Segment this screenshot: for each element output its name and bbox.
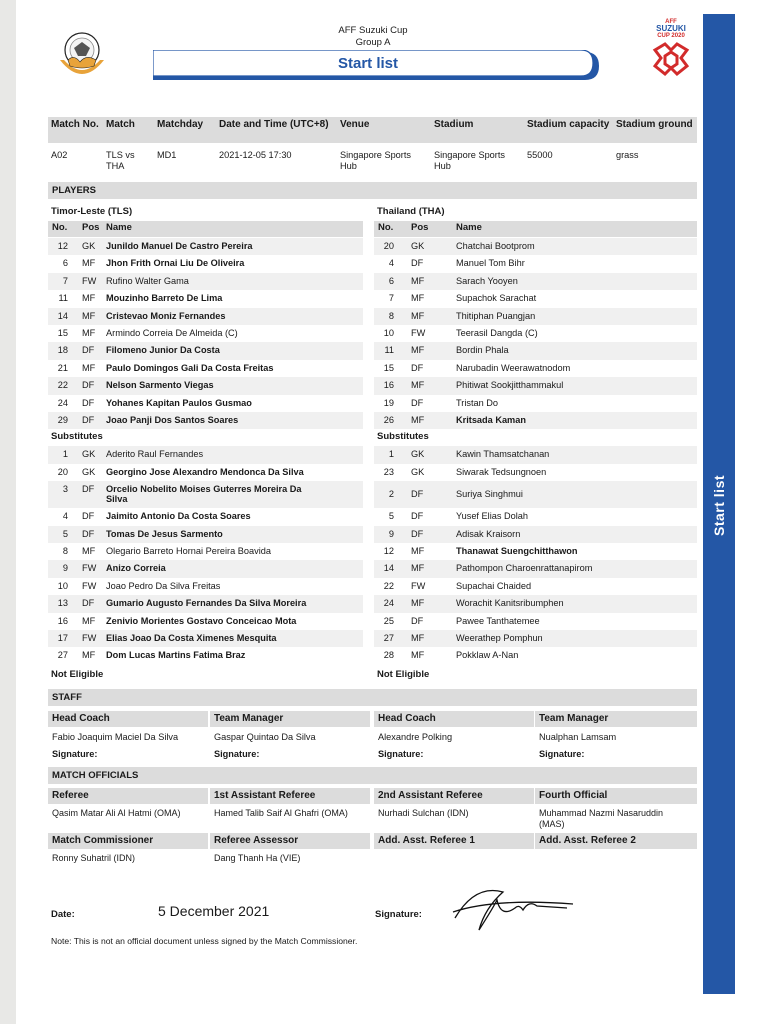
player-number: 17: [57, 633, 68, 643]
match-info-header-cell: Match No.: [51, 119, 99, 130]
team-left-name: Timor-Leste (TLS): [51, 206, 133, 217]
player-name: Pathompon Charoenrattanapirom: [456, 563, 593, 574]
official-header-cell: Referee: [48, 788, 208, 804]
player-number: 11: [384, 345, 394, 356]
logo-text-1: AFF: [665, 19, 677, 25]
player-number: 13: [57, 598, 68, 609]
player-position: FW: [411, 328, 426, 338]
player-name: Thanawat Suengchitthawon: [456, 546, 578, 556]
staff-header-cell: Team Manager: [210, 711, 370, 727]
match-info-header-cell: Stadium: [434, 119, 474, 130]
page-title: Start list: [337, 55, 398, 72]
player-number: 15: [57, 328, 68, 338]
staff-signature-label: Signature:: [214, 749, 260, 759]
player-name: Gumario Augusto Fernandes Da Silva Moreira: [106, 598, 307, 609]
match-info-header-cell: Matchday: [157, 119, 204, 130]
players-section-bar: PLAYERS: [48, 182, 697, 199]
player-position: GK: [411, 466, 425, 477]
player-number: 14: [57, 310, 68, 321]
official-name: Dang Thanh Ha (VIE): [214, 853, 301, 863]
player-position: GK: [82, 241, 96, 251]
player-number: 20: [57, 466, 68, 477]
match-info-value: 55000: [527, 150, 553, 160]
player-number: 1: [62, 449, 68, 460]
staff-section-bar: STAFF: [48, 689, 697, 706]
col-header-pos: Pos: [82, 222, 100, 233]
player-name: Chatchai Bootprom: [456, 241, 535, 251]
player-name: Sarach Yooyen: [456, 275, 518, 286]
player-number: 24: [57, 397, 68, 408]
player-number: 1: [388, 449, 394, 460]
competition-name: AFF Suzuki Cup: [338, 25, 408, 36]
player-name: Joao Pedro Da Silva Freitas: [106, 580, 221, 591]
side-band-title: Start list: [711, 474, 727, 536]
player-position: MF: [411, 415, 425, 425]
player-number: 20: [383, 241, 394, 251]
player-position: MF: [82, 293, 96, 304]
official-header-cell: Match Commissioner: [48, 833, 208, 849]
officials-section-bar: MATCH OFFICIALS: [48, 767, 697, 784]
logo-text-3: CUP 2020: [657, 33, 685, 39]
player-position: MF: [411, 310, 425, 321]
player-number: 28: [383, 650, 394, 661]
player-name: Aderito Raul Fernandes: [106, 449, 204, 460]
official-name: Ronny Suhatril (IDN): [52, 853, 136, 863]
player-name: Teerasil Dangda (C): [456, 328, 538, 338]
player-position: GK: [82, 449, 96, 460]
date-value: 5 December 2021: [158, 903, 270, 919]
player-name: Bordin Phala: [456, 345, 509, 356]
staff-signature-label: Signature:: [539, 749, 585, 759]
player-position: FW: [82, 580, 97, 591]
match-info-header-cell: Stadium capacity: [527, 119, 610, 130]
match-info-value: TLS vs THA: [106, 150, 135, 171]
player-position: MF: [82, 615, 96, 626]
player-position: MF: [82, 546, 96, 556]
player-name-cont: Silva: [106, 494, 128, 505]
player-name: Paulo Domingos Gali Da Costa Freitas: [106, 362, 274, 373]
staff-header-cell: Head Coach: [48, 711, 208, 727]
player-position: DF: [82, 380, 95, 391]
player-name: Suriya Singhmui: [456, 489, 523, 500]
match-info-value: Singapore Sports Hub: [434, 150, 505, 171]
player-position: DF: [411, 397, 424, 408]
player-number: 6: [62, 258, 68, 269]
official-header-cell: Add. Asst. Referee 2: [535, 833, 697, 849]
player-number: 9: [388, 528, 394, 539]
match-info-value: MD1: [157, 150, 177, 160]
player-number: 27: [57, 650, 68, 661]
staff-name: Alexandre Polking: [378, 732, 453, 742]
player-name: Olegario Barreto Hornai Pereira Boavida: [106, 546, 271, 556]
not-eligible-label: Not Eligible: [377, 668, 430, 680]
col-header-no: No.: [52, 222, 68, 233]
player-name: Tomas De Jesus Sarmento: [106, 528, 223, 539]
group-name: Group A: [355, 37, 391, 48]
player-position: DF: [82, 345, 95, 356]
match-info-value: grass: [616, 150, 639, 160]
player-number: 5: [388, 511, 394, 522]
cup-emblem-icon: [651, 40, 691, 84]
col-header-name: Name: [456, 222, 482, 233]
player-position: MF: [411, 598, 425, 609]
player-position: MF: [411, 293, 425, 304]
player-number: 8: [388, 310, 394, 321]
official-header-cell: 2nd Assistant Referee: [374, 788, 534, 804]
player-number: 2: [388, 489, 394, 500]
player-number: 22: [57, 380, 68, 391]
player-position: DF: [82, 511, 95, 522]
substitutes-label: Substitutes: [51, 431, 103, 443]
player-name: Georgino Jose Alexandro Mendonca Da Silva: [106, 466, 304, 477]
player-position: MF: [82, 328, 96, 338]
player-position: FW: [82, 633, 97, 643]
player-number: 10: [57, 580, 68, 591]
official-name: Qasim Matar Ali Al Hatmi (OMA): [52, 808, 181, 818]
col-header-no: No.: [378, 222, 394, 233]
col-header-name: Name: [106, 222, 132, 233]
player-position: MF: [411, 546, 425, 556]
match-info-header-cell: Date and Time (UTC+8): [219, 119, 329, 130]
player-name: Siwarak Tedsungnoen: [456, 466, 547, 477]
player-number: 29: [57, 415, 68, 425]
player-position: MF: [411, 345, 425, 356]
player-name: Anizo Correia: [106, 563, 166, 574]
player-position: FW: [82, 275, 97, 286]
aff-logo-icon: [54, 26, 110, 82]
substitutes-label: Substitutes: [377, 431, 429, 443]
player-position: MF: [82, 310, 96, 321]
player-number: 10: [383, 328, 394, 338]
player-name: Joao Panji Dos Santos Soares: [106, 415, 239, 425]
player-number: 27: [383, 633, 394, 643]
player-number: 11: [58, 293, 68, 304]
player-name: Yohanes Kapitan Paulos Gusmao: [106, 397, 252, 408]
official-name: Hamed Talib Saif Al Ghafri (OMA): [214, 808, 348, 818]
player-position: MF: [411, 275, 425, 286]
footer-note: Note: This is not an official document unless signed by the Match Commissioner.: [51, 936, 358, 946]
official-name: Nurhadi Sulchan (IDN): [378, 808, 469, 818]
player-number: 4: [388, 258, 394, 269]
player-position: MF: [411, 633, 425, 643]
official-header-cell: Fourth Official: [535, 788, 697, 804]
official-name: Muhammad Nazmi Nasaruddin (MAS): [539, 808, 664, 829]
player-name: Cristevao Moniz Fernandes: [106, 310, 226, 321]
player-position: FW: [82, 563, 97, 574]
player-number: 7: [62, 275, 68, 286]
player-name: Dom Lucas Martins Fatima Braz: [106, 650, 246, 661]
player-number: 15: [383, 362, 394, 373]
not-eligible-label: Not Eligible: [51, 668, 104, 680]
player-name: Weerathep Pomphun: [456, 633, 543, 643]
player-number: 14: [383, 563, 394, 574]
player-number: 18: [57, 345, 68, 356]
player-number: 22: [383, 580, 394, 591]
player-number: 23: [383, 466, 394, 477]
handwritten-signature-icon: [445, 878, 580, 938]
player-name: Nelson Sarmento Viegas: [106, 380, 214, 391]
player-number: 12: [383, 546, 394, 556]
official-header-cell: Referee Assessor: [210, 833, 370, 849]
player-name: Kawin Thamsatchanan: [456, 449, 550, 460]
staff-name: Fabio Joaquim Maciel Da Silva: [52, 732, 179, 742]
staff-signature-label: Signature:: [52, 749, 98, 759]
player-name: Pawee Tanthatemee: [456, 615, 540, 626]
player-number: 7: [388, 293, 394, 304]
player-name: Jaimito Antonio Da Costa Soares: [106, 511, 251, 522]
player-position: DF: [411, 489, 424, 500]
player-name: Thitiphan Puangjan: [456, 310, 536, 321]
player-position: MF: [411, 563, 425, 574]
player-number: 8: [62, 546, 68, 556]
player-position: MF: [82, 362, 96, 373]
player-position: DF: [82, 598, 95, 609]
staff-header-cell: Head Coach: [374, 711, 534, 727]
staff-name: Nualphan Lamsam: [539, 732, 617, 742]
player-name: Supachok Sarachat: [456, 293, 537, 304]
player-name: Filomeno Junior Da Costa: [106, 345, 220, 356]
staff-header-cell: Team Manager: [535, 711, 697, 727]
player-number: 21: [57, 362, 68, 373]
signature-label: Signature:: [375, 909, 422, 920]
player-position: DF: [82, 415, 95, 425]
player-position: DF: [411, 528, 424, 539]
player-name: Elias Joao Da Costa Ximenes Mesquita: [106, 633, 277, 643]
match-info-header-cell: Venue: [340, 119, 370, 130]
staff-signature-label: Signature:: [378, 749, 424, 759]
player-number: 5: [62, 528, 68, 539]
player-name: Yusef Elias Dolah: [456, 511, 529, 522]
player-position: GK: [411, 241, 425, 251]
suzuki-cup-logo: [651, 19, 691, 91]
official-header-cell: 1st Assistant Referee: [210, 788, 370, 804]
player-name: Phitiwat Sookjitthammakul: [456, 380, 564, 391]
player-name: Kritsada Kaman: [456, 415, 526, 425]
official-header-cell: Add. Asst. Referee 1: [374, 833, 534, 849]
player-name: Manuel Tom Bihr: [456, 258, 525, 269]
player-position: FW: [411, 580, 426, 591]
player-name: Pokklaw A-Nan: [456, 650, 519, 661]
player-name: Worachit Kanitsribumphen: [456, 598, 564, 609]
match-info-header-cell: Match: [106, 119, 135, 130]
date-label: Date:: [51, 909, 75, 920]
player-name: Armindo Correia De Almeida (C): [106, 328, 238, 338]
player-name: Orcelio Nobelito Moises Guterres Moreira Da: [106, 484, 302, 495]
player-position: MF: [82, 650, 96, 661]
player-position: GK: [411, 449, 425, 460]
player-position: DF: [82, 397, 95, 408]
team-right-name: Thailand (THA): [377, 206, 445, 217]
player-position: DF: [411, 615, 424, 626]
match-info-value: 2021-12-05 17:30: [219, 150, 292, 160]
player-position: DF: [82, 484, 95, 495]
player-number: 24: [383, 598, 394, 609]
player-position: DF: [411, 511, 424, 522]
player-position: MF: [411, 380, 425, 391]
match-info-value: Singapore Sports Hub: [340, 150, 411, 171]
player-position: MF: [411, 650, 425, 661]
staff-name: Gaspar Quintao Da Silva: [214, 732, 316, 742]
player-number: 25: [383, 615, 394, 626]
player-name: Supachai Chaided: [456, 580, 532, 591]
player-name: Rufino Walter Gama: [106, 275, 189, 286]
player-position: DF: [82, 528, 95, 539]
match-info-value: A02: [51, 150, 68, 160]
player-name: Narubadin Weerawatnodom: [456, 362, 571, 373]
player-name: Mouzinho Barreto De Lima: [106, 293, 223, 304]
player-number: 6: [388, 275, 394, 286]
player-position: MF: [82, 258, 96, 269]
player-number: 19: [383, 397, 394, 408]
player-number: 4: [62, 511, 68, 522]
player-name: Tristan Do: [456, 397, 499, 408]
player-name: Zenivio Morientes Gostavo Conceicao Mota: [106, 615, 297, 626]
logo-text-2: SUZUKI: [656, 24, 686, 33]
col-header-pos: Pos: [411, 222, 429, 233]
match-info-header-cell: Stadium ground: [616, 119, 693, 130]
player-number: 3: [62, 484, 68, 495]
player-position: DF: [411, 362, 424, 373]
player-number: 9: [62, 563, 68, 574]
player-name: Adisak Kraisorn: [456, 528, 521, 539]
player-position: GK: [82, 466, 96, 477]
player-number: 26: [383, 415, 394, 425]
player-name: Jhon Frith Ornai Liu De Oliveira: [106, 258, 245, 269]
player-number: 12: [57, 241, 68, 251]
player-number: 16: [383, 380, 394, 391]
player-number: 16: [57, 615, 68, 626]
player-name: Junildo Manuel De Castro Pereira: [106, 241, 253, 251]
player-position: DF: [411, 258, 424, 269]
